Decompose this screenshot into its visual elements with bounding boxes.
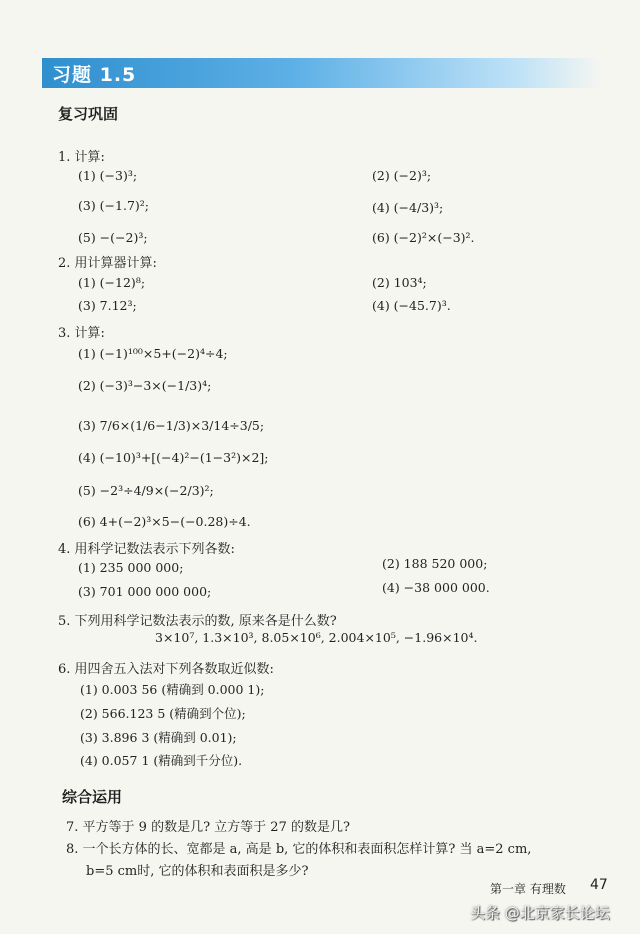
q3-item: (2) (−3)³−3×(−1/3)⁴; — [78, 378, 212, 393]
q2-item: (2) 103⁴; — [372, 275, 427, 290]
q4-item: (4) −38 000 000. — [382, 580, 490, 595]
q4-item: (3) 701 000 000 000; — [78, 584, 212, 599]
section-heading-application: 综合运用 — [62, 788, 123, 806]
question-4: 4. 用科学记数法表示下列各数: — [58, 542, 235, 557]
q5-numbers: 3×10⁷, 1.3×10³, 8.05×10⁶, 2.004×10⁵, −1.96×10⁴. — [155, 630, 478, 645]
q2-item: (3) 7.12³; — [78, 298, 137, 313]
q1-item: (6) (−2)²×(−3)². — [372, 230, 475, 245]
q6-item: (1) 0.003 56 (精确到 0.000 1); — [80, 682, 265, 697]
q2-item: (4) (−45.7)³. — [372, 298, 451, 313]
q1-item: (4) (−4/3)³; — [372, 200, 444, 215]
question-8-line-1: 8. 一个长方体的长、宽都是 a, 高是 b, 它的体积和表面积怎样计算? 当 a=2 cm, — [66, 842, 532, 857]
q2-item: (1) (−12)⁸; — [78, 275, 146, 290]
question-6: 6. 用四舍五入法对下列各数取近似数: — [58, 662, 274, 677]
exercise-title: 习题 1.5 — [52, 64, 137, 86]
q3-item: (3) 7/6×(1/6−1/3)×3/14÷3/5; — [78, 418, 265, 433]
q3-item: (6) 4+(−2)³×5−(−0.28)÷4. — [78, 514, 251, 529]
question-5: 5. 下列用科学记数法表示的数, 原来各是什么数? — [58, 614, 337, 629]
q1-item: (3) (−1.7)²; — [78, 198, 150, 213]
q3-item: (4) (−10)³+[(−4)²−(1−3²)×2]; — [78, 450, 269, 465]
q3-item: (1) (−1)¹⁰⁰×5+(−2)⁴÷4; — [78, 346, 228, 361]
q1-item: (5) −(−2)³; — [78, 230, 148, 245]
question-1: 1. 计算: — [58, 150, 105, 165]
question-7: 7. 平方等于 9 的数是几? 立方等于 27 的数是几? — [66, 820, 350, 835]
page-number: 47 — [590, 877, 608, 893]
q6-item: (4) 0.057 1 (精确到千分位). — [80, 753, 243, 768]
q3-item: (5) −2³÷4/9×(−2/3)²; — [78, 483, 214, 498]
q4-item: (1) 235 000 000; — [78, 560, 184, 575]
question-2: 2. 用计算器计算: — [58, 256, 157, 271]
section-heading-review: 复习巩固 — [58, 105, 119, 123]
watermark: 头条 @北京家长论坛 — [470, 904, 610, 922]
chapter-footer: 第一章 有理数 — [490, 882, 566, 896]
q6-item: (2) 566.123 5 (精确到个位); — [80, 706, 246, 721]
q1-item: (2) (−2)³; — [372, 168, 432, 183]
q4-item: (2) 188 520 000; — [382, 556, 488, 571]
question-3: 3. 计算: — [58, 326, 105, 341]
q1-item: (1) (−3)³; — [78, 168, 138, 183]
question-8-line-2: b=5 cm时, 它的体积和表面积是多少? — [86, 864, 309, 879]
q6-item: (3) 3.896 3 (精确到 0.01); — [80, 730, 237, 745]
